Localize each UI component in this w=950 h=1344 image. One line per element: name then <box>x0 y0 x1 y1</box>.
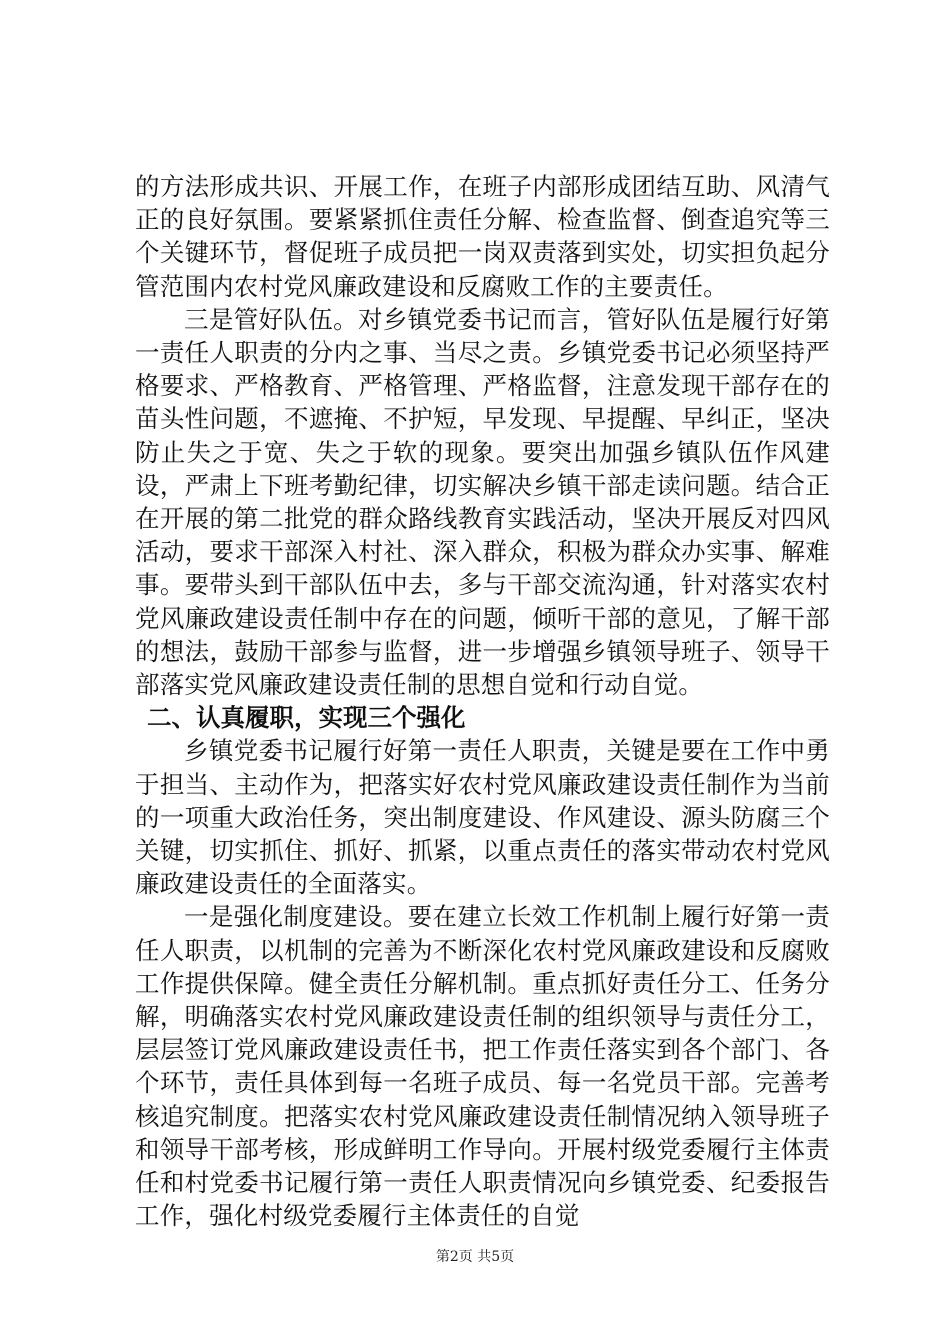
paragraph-continuation: 的方法形成共识、开展工作，在班子内部形成团结互助、风清气正的良好氛围。要紧紧抓住责任分解、检查监督、倒查追究等三个关键环节，督促班子成员把一岗双责落到实处，切实担负起分管范围内农村党风廉政建设和反腐败工作的主要责任。 <box>135 172 830 301</box>
document-body <box>135 170 830 1233</box>
paragraph-section-intro: 乡镇党委书记履行好第一责任人职责，关键是要在工作中勇于担当、主动作为，把落实好农村党风廉政建设责任制作为当前的一项重大政治任务，突出制度建设、作风建设、源头防腐三个关键，切实抓住、抓好、抓紧，以重点责任的落实带动农村党风廉政建设责任的全面落实。 <box>135 736 830 899</box>
paragraph-institution-building: 一是强化制度建设。要在建立长效工作机制上履行好第一责任人职责，以机制的完善为不断深化农村党风廉政建设和反腐败工作提供保障。健全责任分解机制。重点抓好责任分工、任务分解，明确落实农村党风廉政建设责任制的组织领导与责任分工，层层签订党风廉政建设责任书，把工作责任落实到各个部门、各个环节，责任具体到每一名班子成员、每一名党员干部。完善考核追究制度。把落实农村党风廉政建设责任制情况纳入领导班子和领导干部考核，形成鲜明工作导向。开展村级党委履行主体责任和村党委书记履行第一责任人职责情况向乡镇党委、纪委报告工作，强化村级党委履行主体责任的自觉 <box>135 902 830 1231</box>
paragraph-manage-team: 三是管好队伍。对乡镇党委书记而言，管好队伍是履行好第一责任人职责的分内之事、当尽之责。乡镇党委书记必须坚持严格要求、严格教育、严格管理、严格监督，注意发现干部存在的苗头性问题，不遮掩、不护短，早发现、早提醒、早纠正，坚决防止失之于宽、失之于软的现象。要突出加强乡镇队伍作风建设，严肃上下班考勤纪律，切实解决乡镇干部走读问题。结合正在开展的第二批党的群众路线教育实践活动，坚决开展反对四风活动，要求干部深入村社、深入群众，积极为群众办实事、解难事。要带头到干部队伍中去，多与干部交流沟通，针对落实农村党风廉政建设责任制中存在的问题，倾听干部的意见，了解干部的想法，鼓励干部参与监督，进一步增强乡镇领导班子、领导干部落实党风廉政建设责任制的思想自觉和行动自觉。 <box>135 304 830 700</box>
section-heading: 二、认真履职，实现三个强化 <box>147 703 466 733</box>
page-number-footer: 第2页 共5页 <box>435 1249 515 1265</box>
